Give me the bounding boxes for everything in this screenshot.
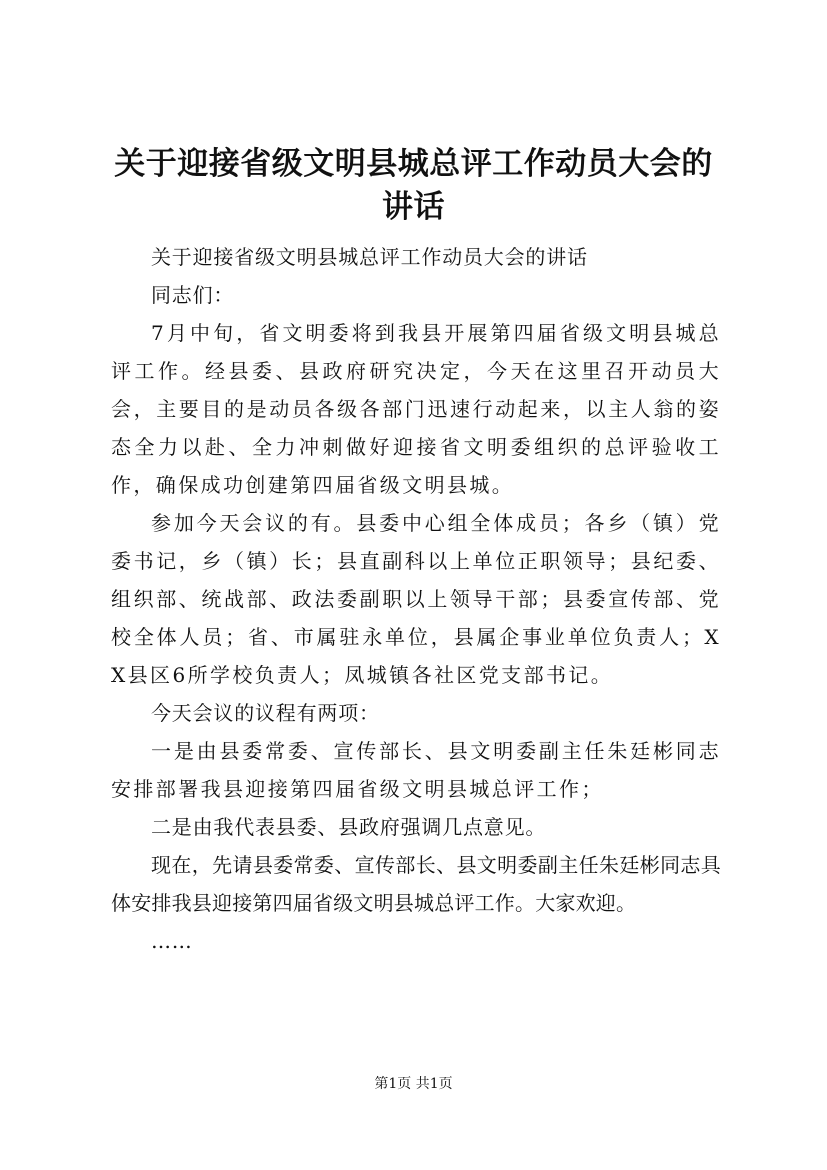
paragraph-attendees: 参加今天会议的有。县委中心组全体成员；各乡（镇）党委书记，乡（镇）长；县直副科以上单位正职领导；县纪委、组织部、统战部、政法委副职以上领导干部；县委宣传部、党校全体人员；省、市属驻永单位，县属企事业单位负责人；XX县区6所学校负责人；凤城镇各社区党支部书记。 xyxy=(111,511,721,687)
paragraph-agenda: 今天会议的议程有两项： xyxy=(151,701,380,725)
document-title: 关于迎接省级文明县城总评工作动员大会的讲话 xyxy=(114,146,713,225)
paragraph-subtitle: 关于迎接省级文明县城总评工作动员大会的讲话 xyxy=(151,245,588,269)
paragraph-agenda-item-1: 一是由县委常委、宣传部长、县文明委副主任朱廷彬同志安排部署我县迎接第四届省级文明县城总评工作； xyxy=(111,739,721,801)
paragraph-intro: 7月中旬，省文明委将到我县开展第四届省级文明县城总评工作。经县委、县政府研究决定，今天在这里召开动员大会，主要目的是动员各级各部门迅速行动起来，以主人翁的姿态全力以赴、全力冲刺做好迎接省文明委组织的总评验收工作，确保成功创建第四届省级文明县城。 xyxy=(111,321,721,497)
document-body xyxy=(111,238,721,960)
paragraph-ellipsis: …… xyxy=(151,929,193,953)
paragraph-closing: 现在，先请县委常委、宣传部长、县文明委副主任朱廷彬同志具体安排我县迎接第四届省级文明县城总评工作。大家欢迎。 xyxy=(111,853,721,915)
paragraph-agenda-item-2: 二是由我代表县委、县政府强调几点意见。 xyxy=(151,815,547,839)
page-footer: 第1页 共1页 xyxy=(374,1076,453,1092)
paragraph-salutation: 同志们： xyxy=(151,283,235,307)
